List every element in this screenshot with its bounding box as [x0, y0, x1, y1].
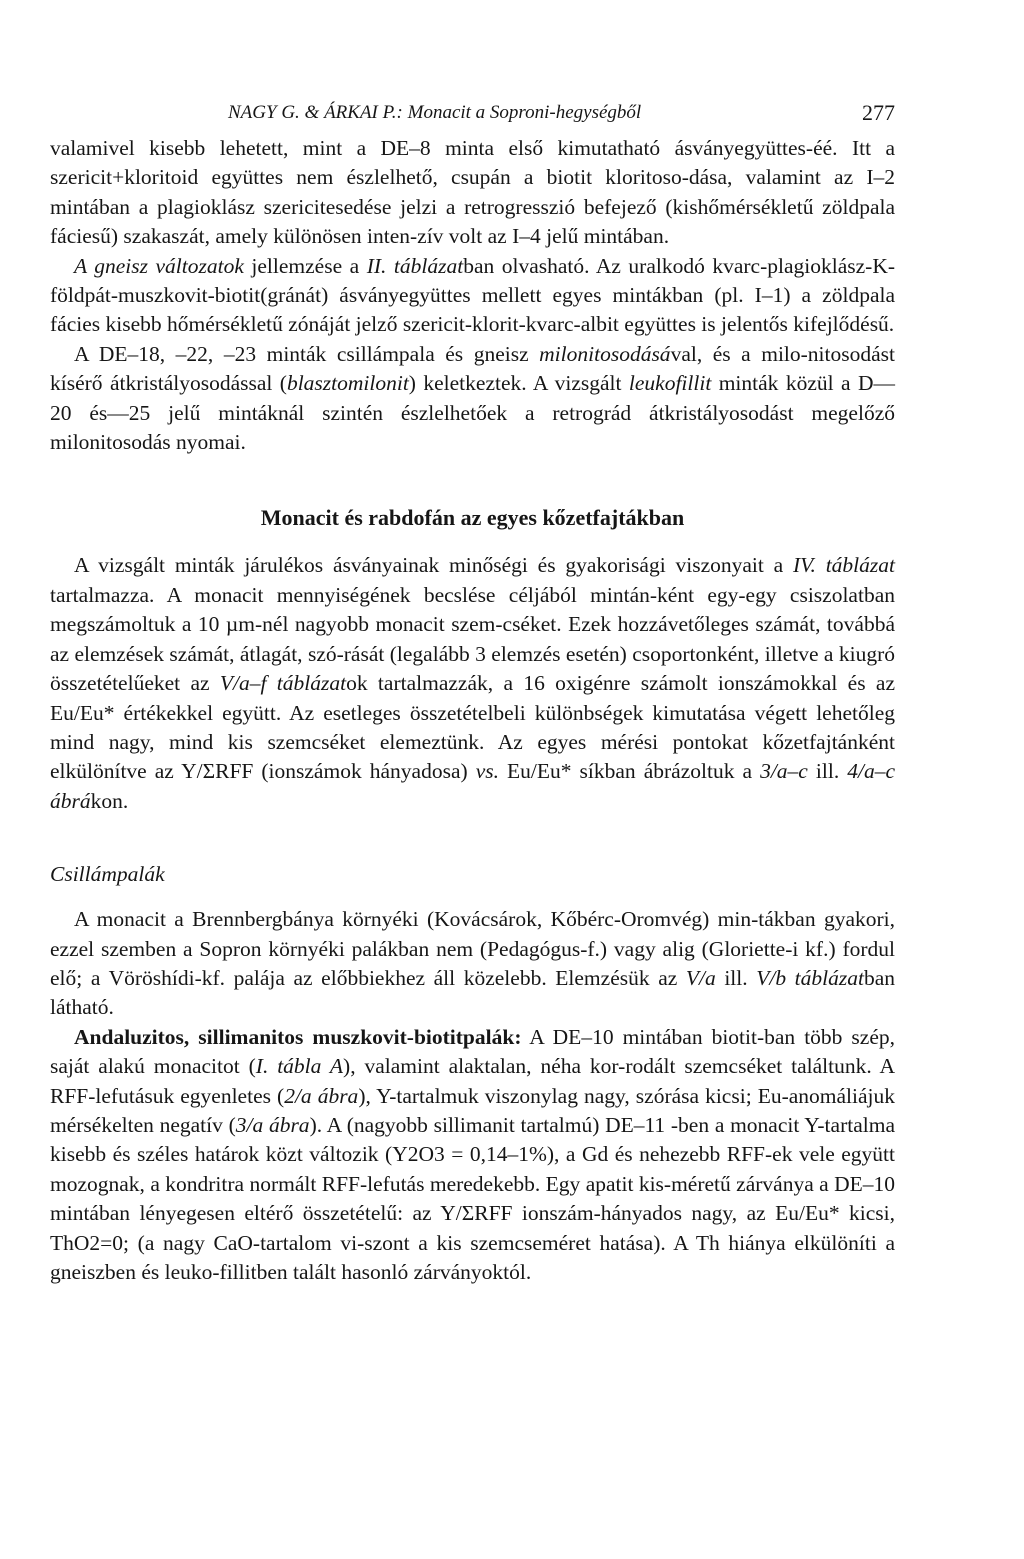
- page: [50, 96, 895, 1287]
- italic-text: leukofillit: [628, 371, 712, 396]
- text-run: ban látható.: [50, 965, 895, 1020]
- italic-text: blasztomilonit: [286, 371, 409, 396]
- subsection-title: Csillámpalák: [50, 862, 165, 887]
- text-run: ). A (nagyobb sillimanit tartalmú) DE–11 -ben a monacit Y-tartalma kisebb és széles határok közt változik (Y2O3 = 0,14–1%), a Gd és nehezebb RFF-ek vele együtt mozognak, a kondritra normált RFF-lefutás meredekebb. Egy apatit kis-méretű zárványa a DE–10 mintában lényegesen eltérő összetételű: az Y/ΣRFF ionszám-hányados nagy, az Eu/Eu* kicsi, ThO2=0; (a nagy CaO-tartalom vi-szont a kis szemcseméret hatása). A Th hiánya elkülöníti a gneiszben és leuko-fillitben talált hasonló zárványoktól.: [50, 1112, 895, 1284]
- italic-text: 2/a ábra: [284, 1083, 359, 1108]
- text-run: ill.: [807, 759, 848, 784]
- text-run: jellemzése a: [243, 253, 367, 278]
- text-run: A DE–18, –22, –23 minták csillámpala és gneisz: [74, 341, 540, 366]
- italic-text: IV. táblázat: [793, 553, 895, 578]
- italic-text: I. tábla A: [255, 1054, 344, 1079]
- text-run: tartalmazza. A monacit mennyiségének becslése céljából mintán-ként egy-egy csiszolatban megszámoltuk a 10 µm-nél nagyobb monacit szem-cséket. Ezek hozzávetőleges számát, továbbá az elemzések számát, átlagát, szó-rását (legalább 3 elemzés esetén) csoportonként, illetve a kiugró összetételűeket az: [50, 582, 895, 696]
- paragraph-gneisz: [50, 252, 895, 340]
- italic-text: V/a–f táblázat: [219, 671, 347, 696]
- text-run: Eu/Eu* síkban ábrázoltuk a: [498, 759, 761, 784]
- text-run: ), valamint alaktalan, néha kor-rodált szemcséket találtunk. A RFF-lefutásuk egyenletes (: [50, 1054, 895, 1108]
- section-heading: Monacit és rabdofán az egyes kőzetfajtákban: [260, 505, 685, 531]
- text-run: ban olvasható. Az uralkodó kvarc-plagioklász-K-földpát-muszkovit-biotit(gránát) ásványegyüttes mellett egyes mintákban (pl. I–1) a zöldpala fácies kisebb hőmérsékletű zónáját jelző szericit-klorit-kvarc-albit együttes is jelentős kifejlődésű.: [50, 253, 896, 337]
- text-run: val, és a milo-nitosodást kísérő átkristályosodással (: [50, 341, 896, 396]
- bold-lead: Andaluzitos, sillimanitos muszkovit-biotitpalák:: [74, 1024, 522, 1049]
- italic-text: 3/a–c: [760, 759, 808, 784]
- text-run: minták közül a D—20 és—25 jelű mintáknál szintén észlelhetőek a retrográd átkristályosodást megelőző milonitosodás nyomai.: [50, 371, 895, 455]
- running-title: NAGY G. & ÁRKAI P.: Monacit a Soproni-hegységből: [228, 102, 642, 123]
- running-head: [50, 96, 895, 134]
- italic-text: 3/a ábra: [235, 1112, 310, 1137]
- italic-text: milonitosodásá: [539, 341, 671, 366]
- text-run: A DE–10 mintában biotit-ban több szép, saját alakú monacitot (: [50, 1024, 895, 1079]
- text-run: kon.: [90, 788, 129, 813]
- italic-text: II. táblázat: [366, 253, 464, 278]
- text-run: A vizsgált minták járulékos ásványainak minőségi és gyakorisági viszonyait a: [74, 553, 793, 578]
- italic-text: V/a: [685, 965, 716, 990]
- paragraph-section-intro: [50, 551, 895, 816]
- italic-text: V/b táblázat: [756, 965, 864, 990]
- text-run: ok tartalmazzák, a 16 oxigénre számolt ionszámokkal és az Eu/Eu* értékekkel együtt. Az esetleges összetételbeli különbségek kimutatása végett lehetőleg mind nagy, mind kis szemcséket elemeztünk. Az egyes mérési pontokat kőzetfajtánként elkülönítve az Y/ΣRFF (ionszámok hányadosa): [50, 671, 895, 784]
- text-run: ill.: [715, 965, 757, 990]
- italic-text: vs.: [475, 759, 499, 784]
- paragraph-milonit: [50, 340, 895, 458]
- text-run: ) keletkeztek. A vizsgált: [408, 371, 629, 396]
- paragraph-continued: valamivel kisebb lehetett, mint a DE–8 minta első kimutatható ásványegyüttes-éé. Itt a szericit+kloritoid együttes nem észlelhető, csupán a biotit kloritoso-dása, valamint az I–2 mintában a plagioklász szericitesedése jelzi a retrogresszió befejező (kishőmérsékletű zöldpala fáciesű) szakaszát, amely különösen inten-zív volt az I–4 jelű mintában.: [50, 136, 895, 249]
- italic-text: 4/a–c ábrá: [50, 759, 896, 813]
- paragraph-csillampala: [50, 905, 895, 1023]
- page-number: 277: [862, 100, 895, 125]
- text-run: A monacit a Brennbergbánya környéki (Kovácsárok, Kőbérc-Oromvég) min-tákban gyakori, ezzel szemben a Sopron környéki palákban nem (Pedagógus-f.) vagy alig (Gloriette-i kf.) fordul elő; a Vöröshídi-kf. palája az előbbiekhez áll közelebb. Elemzésük az: [50, 907, 895, 990]
- text-run: ), Y-tartalmuk viszonylag nagy, szórása kicsi; Eu-anomáliájuk mérsékelten negatív (: [50, 1083, 896, 1137]
- paragraph-andaluzitos: [50, 1023, 895, 1288]
- italic-text: A gneisz változatok: [74, 253, 244, 278]
